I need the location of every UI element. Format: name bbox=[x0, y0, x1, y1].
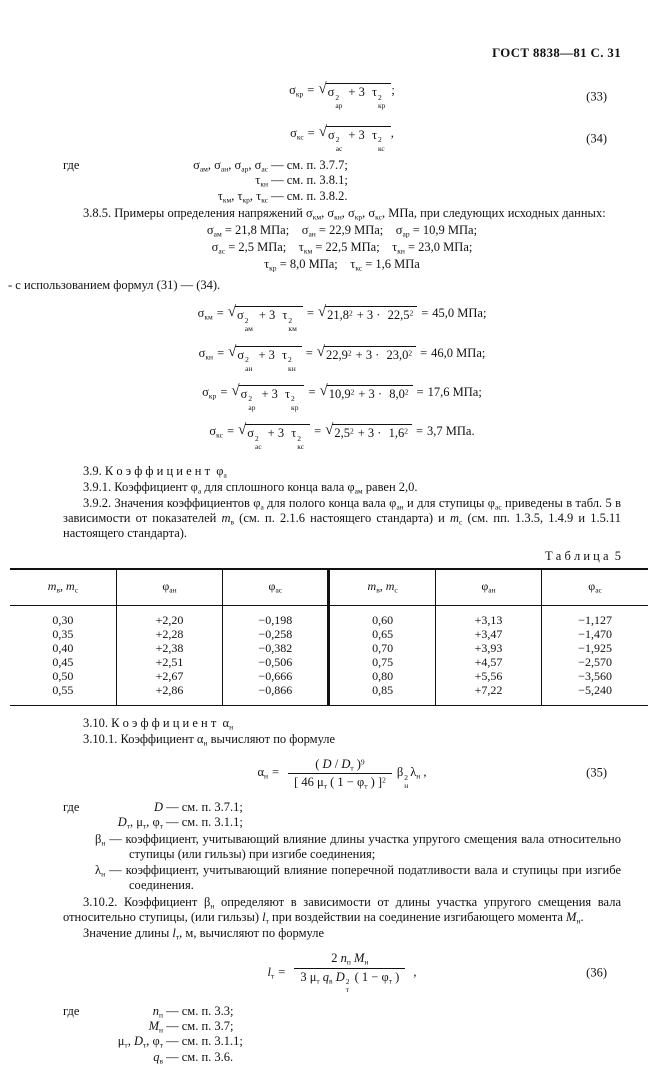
text-token: $\sigma_{ар}$ bbox=[395, 222, 410, 239]
col-header-phi-as bbox=[223, 569, 329, 605]
definition-beta bbox=[63, 831, 625, 862]
where-desc bbox=[268, 158, 348, 172]
where-desc bbox=[163, 800, 243, 814]
table-cell: −3,560 bbox=[578, 669, 612, 684]
text-token: $\varphi_{ас}$ bbox=[268, 579, 283, 596]
text-token: , $\sigma_{ар}$ bbox=[228, 158, 249, 174]
text-token: приведены в табл. 5 в зависимости от показателей bbox=[63, 496, 625, 526]
section-3-10-heading bbox=[63, 716, 621, 731]
given-values-line-2 bbox=[63, 240, 621, 255]
text-token: 3.10.1. Коэффициент $\alpha_н$ bbox=[83, 731, 208, 748]
equation-number-34: (34) bbox=[586, 131, 607, 146]
text-token: , $m_с$ bbox=[379, 579, 398, 596]
table-cell: −0,382 bbox=[223, 641, 329, 655]
text-token: , $\sigma_{кр}$ bbox=[341, 205, 363, 222]
table-cell: 0,40 bbox=[10, 641, 116, 655]
table-cell: +3,47 bbox=[435, 627, 541, 641]
radical-sign: √ bbox=[317, 304, 327, 321]
text-token: , $\sigma_{ан}$ bbox=[207, 158, 229, 174]
table-row bbox=[10, 627, 648, 641]
text-token: $\varphi_{ас}$ bbox=[588, 579, 602, 596]
table-5-label: Т а б л и ц а 5 bbox=[545, 549, 621, 564]
text-token: $\tau_{км}$ bbox=[217, 188, 232, 205]
formula-33 bbox=[63, 83, 621, 109]
text-token: $\tau_{кн}$ bbox=[255, 173, 268, 189]
where-desc bbox=[268, 173, 348, 187]
formula-35-body: $\alpha_н$ = $\frac{( D / D_т )^9}{[ 46 \mu_т ( 1 - \varphi_т ) ]^2}$ β 2 н $\lambda_н$ , bbox=[257, 756, 427, 791]
text-token: 3.10. К о э ф ф и ц и е н т $\alpha_н$ bbox=[83, 715, 234, 732]
text-token: — см. п. 3.1.1; bbox=[163, 815, 243, 830]
where-label: где bbox=[63, 800, 80, 815]
table-cell: −0,198 bbox=[223, 605, 329, 627]
col-header-phi-an bbox=[116, 569, 222, 605]
table-row bbox=[10, 655, 648, 669]
table-cell: 0,75 bbox=[329, 655, 435, 669]
table-cell: 0,35 bbox=[10, 627, 116, 641]
text-token: $\sigma_{ам}$ bbox=[193, 158, 208, 174]
equation-number-36: (36) bbox=[586, 965, 607, 980]
text-token: $\tau_{км}$ bbox=[298, 240, 313, 256]
paragraph-3-10-2 bbox=[63, 895, 625, 926]
table-cell: 0,60 bbox=[329, 605, 435, 627]
text-token: — см. п. 3.7.1; bbox=[163, 800, 243, 815]
text-token: , МПа, при следующих исходных данных: bbox=[381, 205, 606, 220]
given-values-line-1 bbox=[63, 223, 621, 238]
example-formulas bbox=[63, 306, 621, 451]
text-token: $q_в$ bbox=[153, 1049, 163, 1065]
example-formula: $\sigma_{км}$ = √ σ 2 ам + 3 τ 2 км = √ $21,8^2 + 3 \cdot 22,5^2$ = 45,0 МПа; bbox=[197, 304, 487, 334]
table-cell: +2,20 bbox=[116, 605, 222, 627]
table-cell: +3,13 bbox=[435, 605, 541, 627]
text-token: $\tau_{кр}$ bbox=[264, 257, 277, 273]
table-cell: −0,666 bbox=[223, 669, 329, 683]
where-line bbox=[63, 158, 621, 173]
text-token: = 22,5 МПа; bbox=[312, 240, 393, 255]
text-token: (см. пп. 1.3.5, 1.4.9 и 1.5.11 настоящего стандарта). bbox=[63, 511, 625, 541]
text-token: = 22,9 МПа; bbox=[315, 222, 396, 237]
paragraph-3-8-5 bbox=[63, 206, 621, 221]
table-cell: +2,67 bbox=[116, 669, 222, 683]
text-token: — см. п. 3.7; bbox=[163, 1019, 234, 1034]
where-desc bbox=[163, 815, 243, 829]
table-body bbox=[10, 605, 648, 705]
text-token: , $\sigma_{кс}$ bbox=[362, 205, 382, 222]
table-cell: 0,80 bbox=[329, 669, 435, 683]
table-cell: +2,51 bbox=[116, 655, 222, 669]
text-token: $m_в$ bbox=[221, 511, 235, 527]
table-row bbox=[10, 683, 648, 705]
text-token: . bbox=[580, 910, 584, 925]
radical-sign: √ bbox=[319, 383, 328, 400]
text-token: — см. п. 3.7.7; bbox=[268, 158, 348, 173]
example-formula: $\sigma_{кн}$ = √ σ 2 ан + 3 τ 2 кн = √ $22,9^2 + 3 \cdot 23,0^2$ = 46,0 МПа; bbox=[198, 343, 486, 373]
table-cell: −2,570 bbox=[578, 655, 612, 670]
where-vars bbox=[63, 1050, 163, 1065]
table-cell: 0,50 bbox=[10, 669, 116, 683]
where-block-2 bbox=[63, 800, 625, 893]
table-cell: −1,127 bbox=[578, 612, 612, 627]
text-token: , $\sigma_{кн}$ bbox=[321, 205, 342, 222]
text-token: $\sigma_{ан}$ bbox=[301, 222, 316, 239]
where-line bbox=[63, 1050, 621, 1065]
where-label: где bbox=[63, 158, 80, 173]
text-token: $\sigma_{ас}$ bbox=[211, 240, 226, 256]
where-block-3 bbox=[63, 1004, 621, 1065]
where-vars bbox=[63, 158, 268, 173]
text-token: — см. п. 3.8.2. bbox=[268, 188, 348, 203]
text-token: 3.9.2. Значения коэффициентов $\varphi_а$ bbox=[83, 496, 264, 512]
col-header-mv-mc bbox=[10, 569, 116, 605]
formula-33-body: $\sigma_{кр}$ = √ σ 2 ар + 3 τ 2 кр ; bbox=[289, 81, 395, 111]
equation-number-33: (33) bbox=[586, 89, 607, 104]
table-cell: +7,22 bbox=[435, 683, 541, 705]
text-token: D bbox=[153, 800, 163, 815]
formula-34 bbox=[63, 123, 621, 153]
where-block-1 bbox=[63, 158, 621, 204]
text-token: , $\mu_т$ bbox=[130, 815, 147, 831]
where-vars bbox=[63, 189, 268, 204]
text-token: 3.9.1. Коэффициент $\varphi_а$ bbox=[83, 479, 202, 496]
radical-sign: √ bbox=[227, 304, 236, 321]
text-token: , $\sigma_{ас}$ bbox=[248, 158, 268, 174]
formula-34-body: $\sigma_{кс}$ = √ σ 2 ас + 3 τ 2 кс , bbox=[290, 123, 394, 153]
radical-sign: √ bbox=[325, 422, 334, 439]
where-desc bbox=[163, 1004, 234, 1018]
text-token: $m_в$ bbox=[47, 579, 61, 596]
col-header-phi-an bbox=[435, 569, 541, 605]
text-token: = 1,6 МПа bbox=[362, 257, 420, 272]
text-token: $l_т$ bbox=[172, 926, 180, 942]
paragraph-3-10-1 bbox=[63, 732, 621, 747]
where-line bbox=[63, 1034, 621, 1049]
radical-sign: √ bbox=[316, 343, 326, 360]
text-token: — см. п. 3.8.1; bbox=[268, 173, 348, 188]
table-cell: +4,57 bbox=[435, 655, 541, 669]
text-token: 3.9. К о э ф ф и ц и е н т $\varphi_а$ bbox=[83, 463, 227, 480]
text-token: — коэффициент, учитывающий влияние поперечной податливости вала и ступицы при изгибе соединения. bbox=[105, 862, 625, 892]
table-cell: −0,866 bbox=[223, 683, 329, 705]
text-token: = 10,9 МПа; bbox=[409, 222, 478, 237]
where-vars bbox=[63, 815, 163, 830]
text-token: $\tau_{кс}$ bbox=[350, 257, 363, 273]
coefficients-table bbox=[10, 568, 648, 705]
text-token: вычисляют по формуле bbox=[207, 731, 336, 746]
col-header-phi-as bbox=[542, 569, 648, 605]
equation-number-35: (35) bbox=[586, 765, 607, 780]
where-vars bbox=[63, 173, 268, 188]
table-cell: +3,93 bbox=[435, 641, 541, 655]
table-cell: +2,38 bbox=[116, 641, 222, 655]
text-token: $\lambda_н$ bbox=[95, 862, 106, 879]
text-token: = 21,8 МПа; bbox=[221, 222, 302, 237]
radical-sign: √ bbox=[318, 81, 327, 98]
text-token: и для ступицы $\varphi_{ас}$ bbox=[403, 496, 502, 512]
text-token: $\tau_{кн}$ bbox=[392, 240, 405, 256]
where-line bbox=[63, 173, 621, 188]
where-line bbox=[63, 1004, 621, 1019]
where-desc bbox=[268, 189, 348, 203]
where-desc bbox=[163, 1050, 233, 1064]
text-token: $D_т$ bbox=[117, 815, 131, 831]
table-cell: 0,45 bbox=[10, 655, 116, 669]
coefficients-table-wrap bbox=[10, 568, 648, 705]
text-token: , $\varphi_т$ bbox=[146, 815, 163, 831]
text-token: , $\varphi_т$ bbox=[146, 1034, 163, 1051]
table-cell: 0,70 bbox=[329, 641, 435, 655]
text-token: , $\tau_{кс}$ bbox=[249, 188, 268, 205]
table-cell: 0,65 bbox=[329, 627, 435, 641]
table-row bbox=[10, 605, 648, 627]
where-line bbox=[63, 800, 621, 815]
text-token: $M_н$ bbox=[566, 910, 581, 926]
where-line bbox=[63, 189, 621, 204]
text-token: $l_т$ bbox=[262, 910, 269, 926]
table-row bbox=[10, 669, 648, 683]
text-token: = 8,0 МПа; bbox=[276, 257, 351, 272]
paragraph-3-9-2 bbox=[63, 496, 625, 541]
where-desc bbox=[163, 1034, 243, 1048]
radical-sign: √ bbox=[228, 343, 237, 360]
text-token: $\varphi_{ан}$ bbox=[162, 579, 177, 596]
paragraph-length-value bbox=[63, 926, 621, 941]
table-cell: −0,258 bbox=[223, 627, 329, 641]
text-token: , $\tau_{кр}$ bbox=[231, 188, 250, 205]
formula-36 bbox=[63, 951, 621, 994]
table-cell: −1,470 bbox=[578, 626, 612, 641]
table-header bbox=[10, 569, 648, 605]
radical-sign: √ bbox=[238, 422, 247, 439]
table-cell: 0,85 bbox=[329, 683, 435, 705]
radical-sign: √ bbox=[231, 383, 240, 400]
formula-35 bbox=[63, 757, 621, 790]
table-cell: +5,56 bbox=[435, 669, 541, 683]
where-line bbox=[63, 815, 621, 830]
text-token: $m_в$ bbox=[367, 579, 380, 596]
text-token: (см. п. 2.1.6 настоящего стандарта) и bbox=[234, 511, 450, 526]
text-token: , $D_т$ bbox=[127, 1034, 147, 1051]
text-token: $\varphi_{ан}$ bbox=[481, 579, 496, 596]
formula-36-body: $l_т$ = 2 $n_п$ $M_н$ 3 $\mu_т$ $q_в$ D 2 т ( $1 - \varphi_т$ ) , bbox=[267, 951, 417, 995]
table-cell: 0,30 bbox=[10, 605, 116, 627]
table-cell: +2,86 bbox=[116, 683, 222, 705]
text-token: Значение длины bbox=[83, 926, 173, 941]
page-header: ГОСТ 8838—81 С. 31 bbox=[492, 46, 621, 60]
where-vars bbox=[63, 1019, 163, 1034]
usage-note: - с использованием формул (31) — (34). bbox=[8, 278, 221, 293]
example-formula: $\sigma_{кр}$ = √ σ 2 ар + 3 τ 2 кр = √ $10,9^2 + 3 \cdot 8,0^2$ = 17,6 МПа; bbox=[202, 383, 482, 412]
text-token: $\beta_н$ bbox=[95, 831, 106, 848]
text-token: при воздействии на соединение изгибающего момента bbox=[268, 910, 567, 925]
table-cell: −0,506 bbox=[223, 655, 329, 669]
text-token: 3.10.2. Коэффициент $\beta_н$ bbox=[83, 895, 215, 911]
paragraph-3-9-1 bbox=[63, 480, 621, 495]
text-token: — коэффициент, учитывающий влияние длины участка упругого смещения вала относительно ступицы (или гильзы) при изгибе соединения; bbox=[105, 831, 625, 861]
text-token: — см. п. 3.1.1; bbox=[163, 1034, 243, 1049]
text-token: для полого конца вала $\varphi_{ан}$ bbox=[263, 496, 404, 512]
text-token: , $m_с$ bbox=[60, 579, 79, 596]
table-cell: −1,925 bbox=[578, 640, 612, 655]
text-token: = 2,5 МПа; bbox=[225, 240, 299, 255]
text-token: для сплошного конца вала $\varphi_{ам}$ bbox=[201, 479, 363, 496]
text-token: — см. п. 3.6. bbox=[163, 1049, 234, 1064]
example-formula: $\sigma_{кс}$ = √ σ 2 ас + 3 τ 2 кс = √ $2,5^2 + 3 \cdot 1,6^2$ = 3,7 МПа. bbox=[209, 422, 475, 452]
table-cell: −5,240 bbox=[578, 683, 612, 698]
text-token: — см. п. 3.3; bbox=[163, 1003, 234, 1018]
text-token: 3.8.5. Примеры определения напряжений $\sigma_{км}$ bbox=[83, 205, 322, 222]
where-label: где bbox=[63, 1003, 80, 1018]
table-cell: +2,28 bbox=[116, 627, 222, 641]
text-token: = 23,0 МПа; bbox=[404, 240, 473, 255]
table-row bbox=[10, 641, 648, 655]
where-line bbox=[63, 1019, 621, 1034]
text-token: $m_с$ bbox=[450, 511, 463, 527]
text-token: определяют в зависимости от длины участка упругого смещения вала относительно ступицы, (или гильзы) bbox=[63, 895, 625, 925]
text-token: , м, вычисляют по формуле bbox=[179, 926, 325, 941]
radical-sign: √ bbox=[318, 123, 327, 140]
text-token: $M_н$ bbox=[148, 1019, 163, 1035]
text-token: равен 2,0. bbox=[362, 479, 418, 494]
table-cell: 0,55 bbox=[10, 683, 116, 705]
definition-lambda bbox=[63, 862, 625, 893]
text-token: $\mu_т$ bbox=[117, 1034, 128, 1051]
col-header-mv-mc bbox=[329, 569, 435, 605]
where-desc bbox=[163, 1019, 234, 1033]
text-token: $\sigma_{ам}$ bbox=[206, 222, 222, 239]
where-vars bbox=[63, 1034, 163, 1049]
text-token: $n_п$ bbox=[152, 1003, 163, 1020]
given-values-line-3 bbox=[63, 257, 621, 272]
section-3-9-heading bbox=[63, 464, 621, 479]
